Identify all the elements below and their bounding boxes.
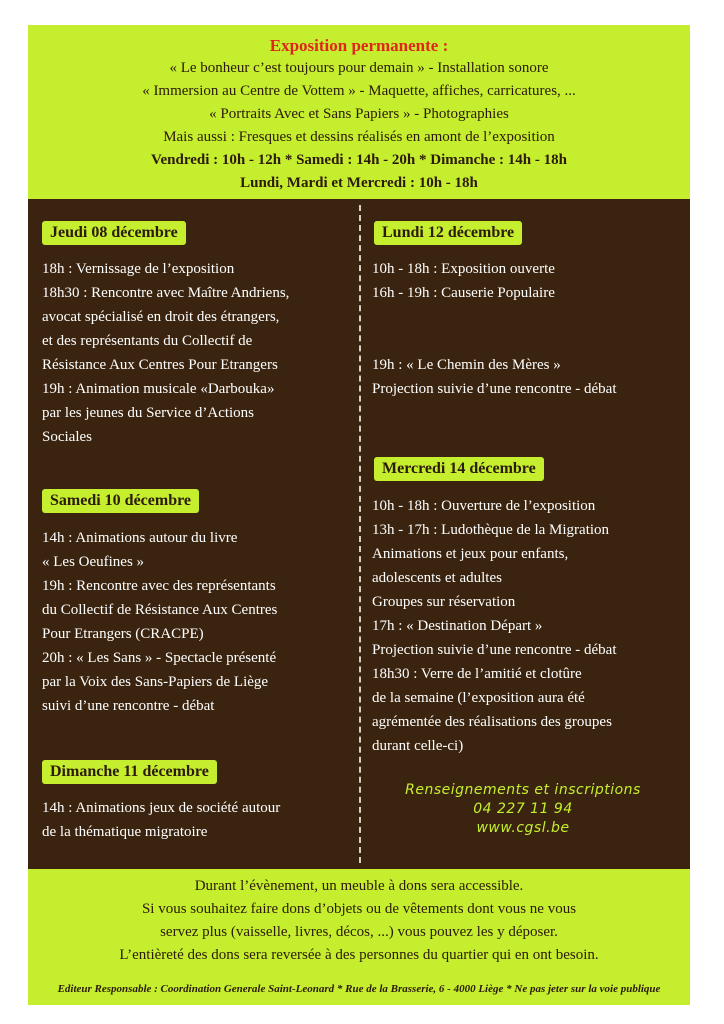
exhibition-line: Mais aussi : Fresques et dessins réalisés en amont de l’exposition	[163, 129, 555, 145]
event-line: Résistance Aux Centres Pour Etrangers	[42, 357, 278, 373]
events-samedi	[42, 526, 277, 718]
exhibition-line: « Immersion au Centre de Vottem » - Maquette, affiches, carricatures, ...	[142, 83, 576, 99]
event-line: 18h30 : Verre de l’amitié et clotûre	[372, 666, 582, 682]
opening-hours: Vendredi : 10h - 12h * Samedi : 14h - 20h * Dimanche : 14h - 18h	[151, 152, 567, 168]
contact-phone[interactable]: 04 227 11 94	[473, 801, 573, 817]
contact-heading: Renseignements et inscriptions	[405, 782, 641, 798]
events-lundi	[372, 257, 617, 401]
day-heading-mercredi: Mercredi 14 décembre	[374, 457, 544, 481]
event-line: 10h - 18h : Ouverture de l’exposition	[372, 498, 596, 514]
donation-banner	[28, 869, 690, 1005]
donation-line: Durant l’évènement, un meuble à dons sera accessible.	[194, 878, 524, 894]
event-line: « Les Oeufines »	[42, 554, 145, 570]
event-line: 19h : « Le Chemin des Mères »	[372, 357, 561, 373]
permanent-exhibition-banner	[28, 25, 690, 199]
event-line: 19h : Animation musicale «Darbouka»	[42, 381, 275, 397]
program-section	[28, 199, 690, 869]
event-line: 14h : Animations jeux de société autour	[42, 800, 281, 816]
exhibition-line: « Le bonheur c’est toujours pour demain » - Installation sonore	[169, 60, 549, 76]
event-line: de la semaine (l’exposition aura été	[372, 690, 585, 706]
contact-block	[378, 781, 668, 838]
events-dimanche	[42, 796, 280, 844]
day-heading-dimanche: Dimanche 11 décembre	[42, 760, 217, 784]
publisher-credits: Editeur Responsable : Coordination Generale Saint-Leonard * Rue de la Brasserie, 6 - 4000 Liège * Ne pas jeter sur la voie publique	[57, 983, 661, 995]
event-line: Sociales	[42, 429, 92, 445]
event-line: suivi d’une rencontre - débat	[42, 698, 215, 714]
event-line: Pour Etrangers (CRACPE)	[42, 626, 204, 642]
opening-hours: Lundi, Mardi et Mercredi : 10h - 18h	[240, 175, 478, 191]
event-line: agrémentée des réalisations des groupes	[372, 714, 612, 730]
event-line: 18h30 : Rencontre avec Maître Andriens,	[42, 285, 290, 301]
event-line: Animations et jeux pour enfants,	[372, 546, 569, 562]
event-line	[372, 329, 617, 353]
event-line: par les jeunes du Service d’Actions	[42, 405, 255, 421]
event-line: 10h - 18h : Exposition ouverte	[372, 261, 555, 277]
event-line: 19h : Rencontre avec des représentants	[42, 578, 276, 594]
column-divider	[359, 205, 361, 863]
event-line: 20h : « Les Sans » - Spectacle présenté	[42, 650, 277, 666]
event-line: Groupes sur réservation	[372, 594, 516, 610]
event-line: et des représentants du Collectif de	[42, 333, 253, 349]
event-line: 18h : Vernissage de l’exposition	[42, 261, 235, 277]
event-line: Projection suivie d’une rencontre - débat	[372, 381, 617, 397]
event-line: 17h : « Destination Départ »	[372, 618, 543, 634]
event-line: adolescents et adultes	[372, 570, 502, 586]
event-line: avocat spécialisé en droit des étrangers,	[42, 309, 280, 325]
exhibition-title: Exposition permanente :	[269, 36, 449, 55]
event-line: 16h - 19h : Causerie Populaire	[372, 285, 555, 301]
event-line: 13h - 17h : Ludothèque de la Migration	[372, 522, 610, 538]
donation-line: L’entièreté des dons sera reversée à des personnes du quartier qui en ont besoin.	[119, 947, 599, 963]
event-line	[372, 305, 617, 329]
event-line: Projection suivie d’une rencontre - débat	[372, 642, 617, 658]
events-mercredi	[372, 494, 617, 758]
day-heading-lundi: Lundi 12 décembre	[374, 221, 522, 245]
contact-website[interactable]: www.cgsl.be	[476, 820, 570, 836]
events-jeudi	[42, 257, 289, 449]
day-heading-jeudi: Jeudi 08 décembre	[42, 221, 186, 245]
event-line: de la thématique migratoire	[42, 824, 208, 840]
event-line: par la Voix des Sans-Papiers de Liège	[42, 674, 269, 690]
event-line: du Collectif de Résistance Aux Centres	[42, 602, 278, 618]
day-heading-samedi: Samedi 10 décembre	[42, 489, 199, 513]
exhibition-line: « Portraits Avec et Sans Papiers » - Photographies	[209, 106, 509, 122]
event-line: durant celle-ci)	[372, 738, 464, 754]
event-poster	[28, 25, 690, 1005]
donation-line: servez plus (vaisselle, livres, décos, ...) vous pouvez les y déposer.	[160, 924, 558, 940]
donation-note	[28, 869, 690, 967]
donation-line: Si vous souhaitez faire dons d’objets ou de vêtements dont vous ne vous	[141, 901, 577, 917]
event-line: 14h : Animations autour du livre	[42, 530, 238, 546]
